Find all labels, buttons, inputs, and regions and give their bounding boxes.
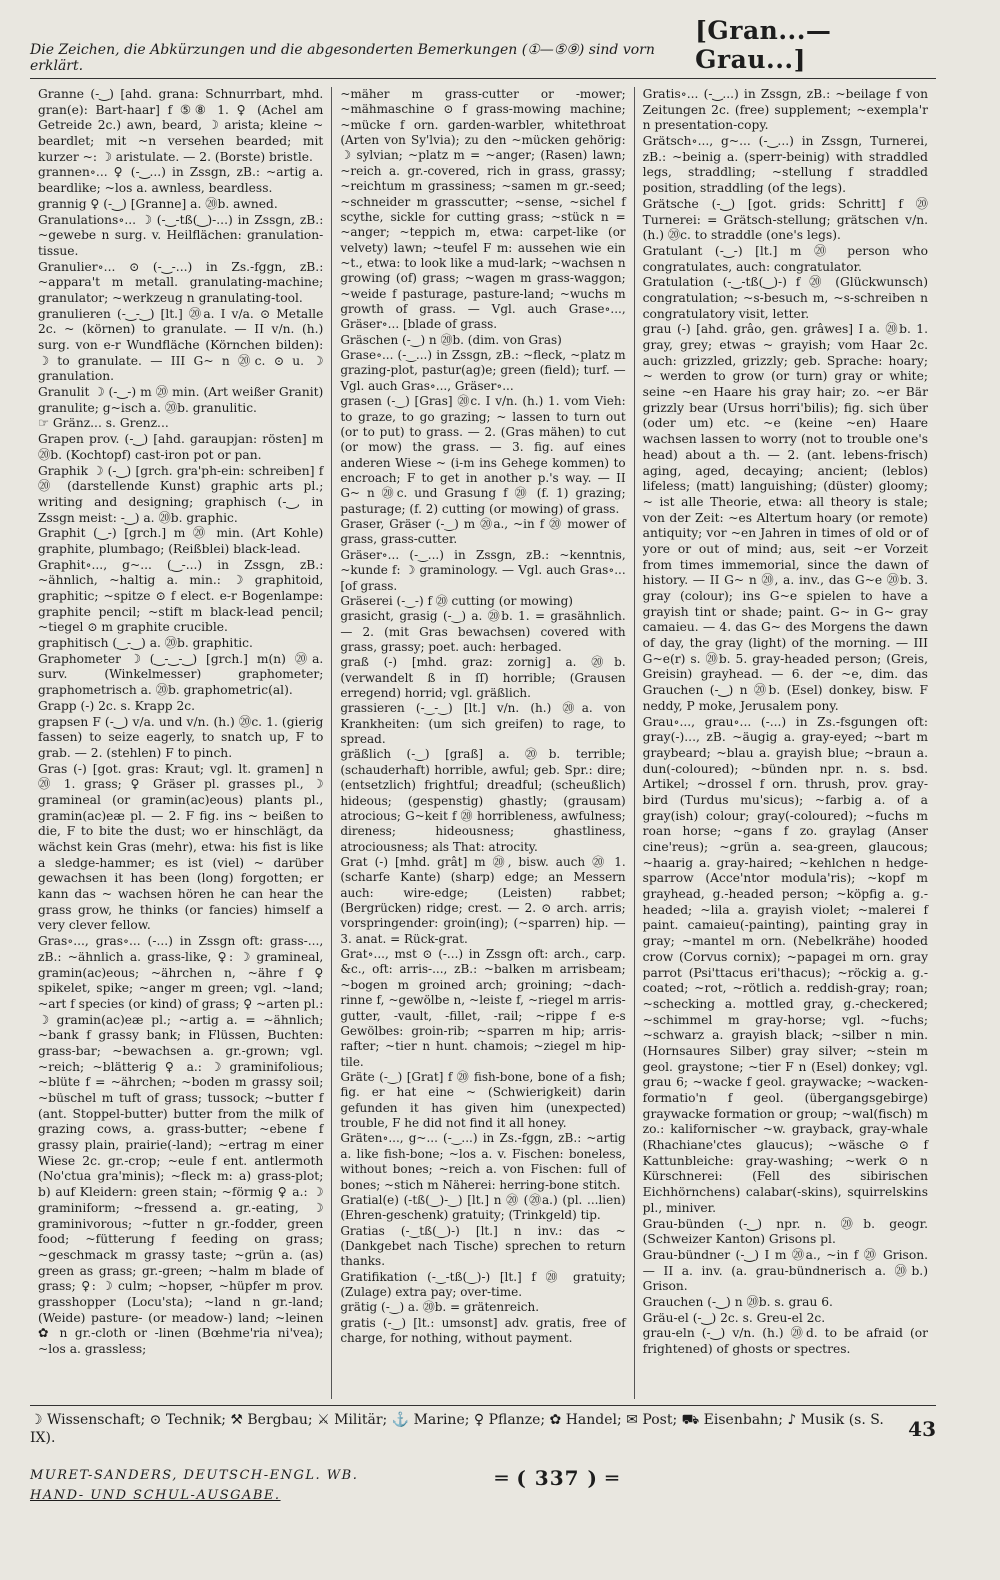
entry: Gratis∘... (-‿...) in Zssgn, zB.: ~beilage f von Zeitungen 2c. (free) supplement; ~exempla'r n presentation-copy. bbox=[642, 87, 928, 133]
entry: Gräser∘... (-‿...) in Zssgn, zB.: ~kenntnis, ~kunde f: ☽ graminology. — Vgl. auch Gras∘... [of grass. bbox=[340, 547, 626, 593]
entry: grasen (-‿) [Gras] ⑳c. I v/n. (h.) 1. vom Vieh: to graze, to go grazing; ~ lassen to turn out (or to put) to grass. — 2. (Gras mähen) to cut (or mow) the grass. — 3. fig. auf eines anderen Wiese ~ (i-m ins Gehege kommen) to encroach; F to get in another p.'s way. — II G~ n ⑳c. und Grasung f ⑳ (f. 1) grazing; pasturage; (f. 2) cutting (or mowing) of grass. bbox=[340, 394, 626, 516]
entry: grasicht, grasig (-‿) a. ⑳b. 1. = grasähnlich. — 2. (mit Gras bewachsen) covered with grass, grassy; poet. auch: herbaged. bbox=[340, 609, 626, 654]
publisher-imprint bbox=[30, 1466, 358, 1506]
entry: grannen∘... ♀ (-‿...) in Zssgn, zB.: ~artig a. beardlike; ~los a. awnless, beardless. bbox=[38, 165, 324, 196]
symbol-legend bbox=[30, 1405, 936, 1446]
header-note: Die Zeichen, die Abkürzungen und die abgesonderten Bemerkungen (①—⑤⑨) sind vorn erklärt. bbox=[30, 42, 655, 74]
entry: Gräu-el (-‿) 2c. s. Greu-el 2c. bbox=[642, 1310, 826, 1325]
column-2 bbox=[331, 87, 633, 1399]
header-range: [Gran...—Grau...] bbox=[695, 16, 832, 74]
page-number: 43 bbox=[908, 1417, 936, 1441]
entry: Graser, Gräser (-‿) m ⑳a., ~in f ⑳ mower of grass, grass-cutter. bbox=[340, 517, 626, 547]
entry: grau-eln (-‿) v/n. (h.) ⑳d. to be afraid (or frightened) of ghosts or spectres. bbox=[642, 1326, 928, 1356]
entry: Grauchen (-‿) n ⑳b. s. grau 6. bbox=[642, 1294, 833, 1309]
entry: gratis (-‿) [lt.: umsonst] adv. gratis, free of charge, for nothing, without payment. bbox=[340, 1315, 626, 1346]
entry: grassieren (-‿-‿) [lt.] v/n. (h.) ⑳a. von Krankheiten: (um sich greifen) to rage, to spread. bbox=[340, 701, 626, 747]
entry: Grase∘... (-‿...) in Zssgn, zB.: ~fleck, ~platz m grazing-plot, pastur(ag)e; green (field); turf. — Vgl. auch Gras∘..., Gräser∘... bbox=[340, 348, 626, 393]
entry: Gräschen (-‿) n ⑳b. (dim. von Gras) bbox=[340, 332, 562, 347]
entry: Grat (-) [mhd. grât] m ⑳, bisw. auch ⑳ 1. (scharfe Kante) (sharp) edge; an Messern auch: wire-edge; (Leisten) rabbet; (Bergrücken) ridge; crest. — 2. ⊙ arch. arris; vorspringender: groin(ing); (~sparren) hip. — 3. anat. = Rück-grat. bbox=[340, 854, 626, 946]
entry: Grat∘..., mst ⊙ (-...) in Zssgn oft: arch., carp. &c., oft: arris-..., zB.: ~balken m arrisbeam; ~bogen m groined arch; groining; ~dach-rinne f, ~gewölbe n, ~leiste f, ~riegel m arris-gutter, -vault, -fillet, -rail; ~rippe f e-s Gewölbes: groin-rib; ~sparren m hip; arris-rafter; ~tier n hunt. chamois; ~ziegel m hip-tile. bbox=[340, 947, 626, 1069]
entry: Graphik ☽ (-‿) [grch. gra'ph-ein: schreiben] f ⑳ (darstellende Kunst) graphic arts pl.; writing and designing; graphisch (-‿, in Zssgn meist: -‿) a. ⑳b. graphic. bbox=[38, 463, 324, 525]
page-footer bbox=[30, 1466, 936, 1506]
entry: graß (-) [mhd. graz: zornig] a. ⑳b. (verwandelt ß in ſſ) horrible; (Grausen erregend) horrid; vgl. gräßlich. bbox=[340, 655, 626, 701]
entry: Granulations∘... ☽ (-‿-tß(‿)-...) in Zssgn, zB.: ~gewebe n surg. v. Heilflächen: granulation-tissue. bbox=[38, 212, 324, 258]
entry: Gratifikation (-‿-tß(‿)-) [lt.] f ⑳ gratuity; (Zulage) extra pay; over-time. bbox=[340, 1269, 626, 1300]
column-1 bbox=[30, 87, 331, 1399]
entry: Gratial(e) (-tß(‿)-‿) [lt.] n ⑳ (⑳a.) (pl. ...lien) (Ehren-geschenk) gratuity; (Trinkgeld) tip. bbox=[340, 1192, 626, 1223]
entry: grannig ♀ (-‿) [Granne] a. ⑳b. awned. bbox=[38, 196, 278, 211]
entry: Gräserei (-‿-) f ⑳ cutting (or mowing) bbox=[340, 593, 573, 608]
legend-text: ☽ Wissenschaft; ⊙ Technik; ⚒ Bergbau; ⚔ Militär; ⚓ Marine; ♀ Pflanze; ✿ Handel; ✉ Post; ⛟ Eisenbahn; ♪ Musik (s. S. IX). bbox=[30, 1412, 884, 1446]
entry: Grätsche (-‿) [got. grids: Schritt] f ⑳ Turnerei: = Grätsch-stellung; grätschen v/n. (h.) ⑳c. to straddle (one's legs). bbox=[642, 196, 928, 243]
entry: Gratias (-‿tß(‿)-) [lt.] n inv.: das ~ (Dankgebet nach Tische) sprechen to return thanks. bbox=[340, 1223, 626, 1269]
entry: Gras (-) [got. gras: Kraut; vgl. lt. gramen] n ⑳ 1. grass; ♀ Gräser pl. grasses pl., ☽ gramineal (or gramin(ac)eous) plants pl., gramin(ac)eæ pl. — 2. F fig. ins ~ beißen to die, F to bite the dust; wo er hinschlägt, da wächst kein Gras (mehr), etwa: his fist is like a sledge-hammer; es ist (viel) ~ darüber gewachsen it has been (long) forgotten; er kann das ~ wachsen hören he can hear the grass grow, he thinks (or fancies) himself a very clever fellow. bbox=[38, 761, 324, 933]
columns bbox=[30, 87, 936, 1399]
entry: Grau∘..., grau∘... (-...) in Zs.-fsgungen oft: gray(-)..., zB. ~äugig a. gray-eyed; ~bart m graybeard; ~blau a. grayish blue; ~braun a. dun(-coloured); ~bünden npr. n. s. bsd. Artikel; ~drossel f orn. thrush, prov. gray-bird (Turdus mu'sicus); ~farbig a. of a gray(ish) colour; gray(-coloured); ~fuchs m roan horse; ~gans f zo. graylag (Anser cine'reus); ~grün a. sea-green, glaucous; ~haarig a. gray-haired; ~kehlchen n hedge-sparrow (Acce'ntor modula'ris); ~kopf m grayhead, g.-headed person; ~köpfig a. g.-headed; ~lila a. grayish violet; ~malerei f paint. camaieu(-painting), painting gray in gray; ~mantel m orn. (Nebelkrähe) hooded crow (Corvus cornix); ~papagei m orn. gray parrot (Psi'ttacus eri'thacus); ~röckig a. g.-coated; ~rot, ~rötlich a. reddish-gray; roan; ~schecking a. mottled gray, g.-checkered; ~schimmel m gray-horse; vgl. ~fuchs; ~schwarz a. grayish black; ~silber n min. (Hornsaures Silber) gray silver; ~stein m geol. graystone; ~tier F n (Esel) donkey; vgl. grau 6; ~wacke f geol. graywacke; ~wacken-formatio'n f geol. (übergangsgebirge) graywacke formation or group; ~wal(fisch) m zo.: kalifornischer ~w. grayback, gray-whale (Rhachiane'ctes glaucus); ~wäsche ⊙ f Kattunbleiche: gray-washing; ~werk ⊙ n Kürschnerei: (Fell des sibirischen Eichhörnchens) calabar(-skins), squirrelskins pl., miniver. bbox=[642, 714, 928, 1215]
page-header bbox=[30, 16, 936, 79]
entry: Graphit∘..., g~... (‿-...) in Zssgn, zB.: ~ähnlich, ~haltig a. min.: ☽ graphitoid, graphitic; ~spitze ⊙ f elect. e-r Bogenlampe: graphite pencil; ~stift m black-lead pencil; ~tiegel ⊙ m graphite crucible. bbox=[38, 557, 324, 635]
entry: Granulier∘... ⊙ (-‿-...) in Zs.-fggn, zB.: ~appara't m metall. granulating-machine; granulator; ~werkzeug n granulating-tool. bbox=[38, 259, 324, 305]
entry: Grau-bündner (-‿) I m ⑳a., ~in f ⑳ Grison. — II a. inv. (a. grau-bündnerisch a. ⑳b.) Grison. bbox=[642, 1247, 928, 1294]
entry: gräßlich (-‿) [graß] a. ⑳b. terrible; (schauderhaft) horrible, awful; geb. Spr.: dire; (entsetzlich) frightful; dreadful; (scheußlich) hideous; (gespenstig) ghastly; (grausam) atrocious; G~keit f ⑳ horribleness, awfulness; direness; hideousness; ghastliness, atrociousness; als That: atrocity. bbox=[340, 747, 626, 854]
entry: Granulit ☽ (-‿-) m ⑳ min. (Art weißer Granit) granulite; g~isch a. ⑳b. granulitic. bbox=[38, 385, 324, 415]
entry: granulieren (-‿-‿) [lt.] ⑳a. I v/a. ⊙ Metalle 2c. ~ (körnen) to granulate. — II v/n. (h.) surg. von e-r Wundfläche (Körnchen bilden): ☽ to granulate. — III G~ n ⑳c. ⊙ u. ☽ granulation. bbox=[38, 306, 324, 384]
entry: graphitisch (‿-‿) a. ⑳b. graphitic. bbox=[38, 636, 253, 651]
entry: Gras∘..., gras∘... (-...) in Zssgn oft: grass-..., zB.: ~ähnlich a. grass-like, ♀: ☽ gramineal, gramin(ac)eous; ~ährchen n, ~ähre f ♀ spikelet, spike; ~anger m green; vgl. ~land; ~art f species (or kind) of grass; ♀ ~arten pl.: ☽ gramin(ac)eæ pl.; ~artig a. = ~ähnlich; ~bank f grassy bank; in Flüssen, Buchten: grass-bar; ~bewachsen a. gr.-grown; vgl. ~reich; ~blätterig ♀ a.: ☽ graminifolious; ~blüte f = ~ährchen; ~boden m grassy soil; ~büschel m tuft of grass; tussock; ~butter f (ant. Stoppel-butter) butter from the milk of grazing cows, a. grass-butter; ~ebene f grassy plain, prairie(-land); ~ertrag m einer Wiese 2c. gr.-crop; ~eule f ent. antlermoth (No'ctua gra'minis); ~fleck m: a) grass-plot; b) auf Kleidern: green stain; ~förmig ♀ a.: ☽ graminiform; ~fressend a. gr.-eating, ☽ graminivorous; ~futter n gr.-fodder, green food; ~fütterung f feeding on grass; ~geschmack m grassy taste; ~grün a. (as) green as grass; gr.-green; ~halm m blade of grass; ♀: ☽ culm; ~hopser, ~hüpfer m prov. grasshopper (Locu'sta); ~land n gr.-land; (Weide) pasture- (or meadow-) land; ~leinen ✿ n gr.-cloth or -linen (Bœhme'ria ni'vea); ~los a. grassless; bbox=[38, 934, 324, 1356]
entry: Granne (-‿) [ahd. grana: Schnurrbart, mhd. gran(e): Bart-haar] f ⑤⑧ 1. ♀ (Achel am Getreide 2c.) awn, beard, ☽ arista; kleine ~ beardlet; mit ~n versehen bearded; mit kurzer ~: ☽ aristulate. — 2. (Borste) bristle. bbox=[38, 87, 324, 164]
entry: Grätsch∘..., g~... (-‿...) in Zssgn, Turnerei, zB.: ~beinig a. (sperr-beinig) with straddled legs, straddling; ~stellung f straddled position, straddling (of the legs). bbox=[642, 134, 928, 196]
entry: Grapp (-) 2c. s. Krapp 2c. bbox=[38, 698, 196, 713]
entry: Gräten∘..., g~... (-‿...) in Zs.-fggn, zB.: ~artig a. like fish-bone; ~los a. v. Fischen: boneless, without bones; ~reich a. von Fischen: full of bones; ~stich m Näherei: herring-bone stitch. bbox=[340, 1131, 626, 1192]
entry: Gratulation (-‿-tß(‿)-) f ⑳ (Glückwunsch) congratulation; ~s-besuch m, ~s-schreiben n congratulatory visit, letter. bbox=[642, 275, 928, 321]
sheet-number: ═ ( 337 ) ═ bbox=[495, 1466, 619, 1490]
entry: Gräte (-‿) [Grat] f ⑳ fish-bone, bone of a fish; fig. er hat eine ~ (Schwierigkeit) darin gefunden it has given him (unexpected) trouble, F he did not find it all honey. bbox=[340, 1070, 626, 1131]
entry: Graphometer ☽ (‿-‿-‿) [grch.] m(n) ⑳a. surv. (Winkelmesser) graphometer; graphometrisch a. ⑳b. graphometric(al). bbox=[38, 651, 324, 698]
entry: ☞ Gränz... s. Grenz... bbox=[38, 416, 169, 431]
entry: grätig (-‿) a. ⑳b. = grätenreich. bbox=[340, 1300, 540, 1315]
entry: Gratulant (-‿-) [lt.] m ⑳ person who congratulates, auch: congratulator. bbox=[642, 243, 928, 274]
entry: Grau-bünden (-‿) npr. n. ⑳b. geogr. (Schweizer Kanton) Grisons pl. bbox=[642, 1216, 928, 1247]
publisher-title: MURET-SANDERS, DEUTSCH-ENGL. WB. bbox=[30, 1468, 359, 1483]
entry: Graphit (‿-) [grch.] m ⑳ min. (Art Kohle) graphite, plumbago; (Reißblei) black-lead. bbox=[38, 526, 324, 556]
column-3 bbox=[634, 87, 936, 1399]
publisher-edition: HAND- UND SCHUL-AUSGABE. bbox=[30, 1488, 281, 1503]
entry: grapsen F (-‿) v/a. und v/n. (h.) ⑳c. 1. (gierig fassen) to seize eagerly, to snatch up, F to grab. — 2. (stehlen) F to pinch. bbox=[38, 714, 324, 760]
entry: ~mäher m grass-cutter or -mower; ~mähmaschine ⊙ f grass-mowing machine; ~mücke f orn. garden-warbler, whitethroat (Arten von Sy'lvia); zu den ~mücken gehörig: ☽ sylvian; ~platz m = ~anger; (Rasen) lawn; ~reich a. gr.-covered, rich in grass, grassy; ~reichtum m grassiness; ~samen m gr.-seed; ~schneider m grasscutter; ~sense, ~sichel f scythe, sickle for cutting grass; ~stück n = ~anger; ~teppich m, etwa: carpet-like (or velvety) lawn; ~teufel F m: aussehen wie ein ~t., etwa: to look like a mud-lark; ~wachsen n growing (of) grass; ~wagen m grass-waggon; ~weide f pasturage, pasture-land; ~wuchs m growth of grass. — Vgl. auch Grase∘..., Gräser∘... [blade of grass. bbox=[340, 87, 626, 332]
entry: Grapen prov. (-‿) [ahd. garaupjan: rösten] m ⑳b. (Kochtopf) cast-iron pot or pan. bbox=[38, 432, 324, 462]
entry: grau (-) [ahd. grâo, gen. grâwes] I a. ⑳b. 1. gray, grey; etwas ~ grayish; vom Haar 2c. auch: grizzled, grizzly; geb. Sprache: hoary; ~ werden to grow (or turn) gray or white; seine ~en Haare his gray hair; zo. ~er Bär grizzly bear (Ursus horri'bilis); fig. sich über (oder um) etc. ~e (keine ~en) Haare wachsen lassen to worry (not to trouble one's head) about a th. — 2. (ant. lebens-frisch) aging, aged, decaying; ancient; (leblos) lifeless; (matt) languishing; (düster) gloomy; ~ ist alle Theorie, etwa: all theory is stale; von der Zeit: ~es Altertum hoary (or remote) antiquity; vor ~en Jahren in times of old or of yore or out of mind; aus, seit ~er Vorzeit from times immemorial, since the dawn of history. — II G~ n ⑳, a. inv., das G~e ⑳b. 3. gray (colour); ins G~e spielen to have a grayish tint or shade; paint. G~ in G~ gray camaieu. — 4. das G~ des Morgens the dawn of day, the gray (light) of the morning. — III G~e(r) s. ⑳b. 5. gray-headed person; (Greis, Greisin) grayhead. — 6. der ~e, dim. das Grauchen (-‿) n ⑳b. (Esel) donkey, bisw. F neddy, P moke, Jerusalem pony. bbox=[642, 322, 928, 713]
